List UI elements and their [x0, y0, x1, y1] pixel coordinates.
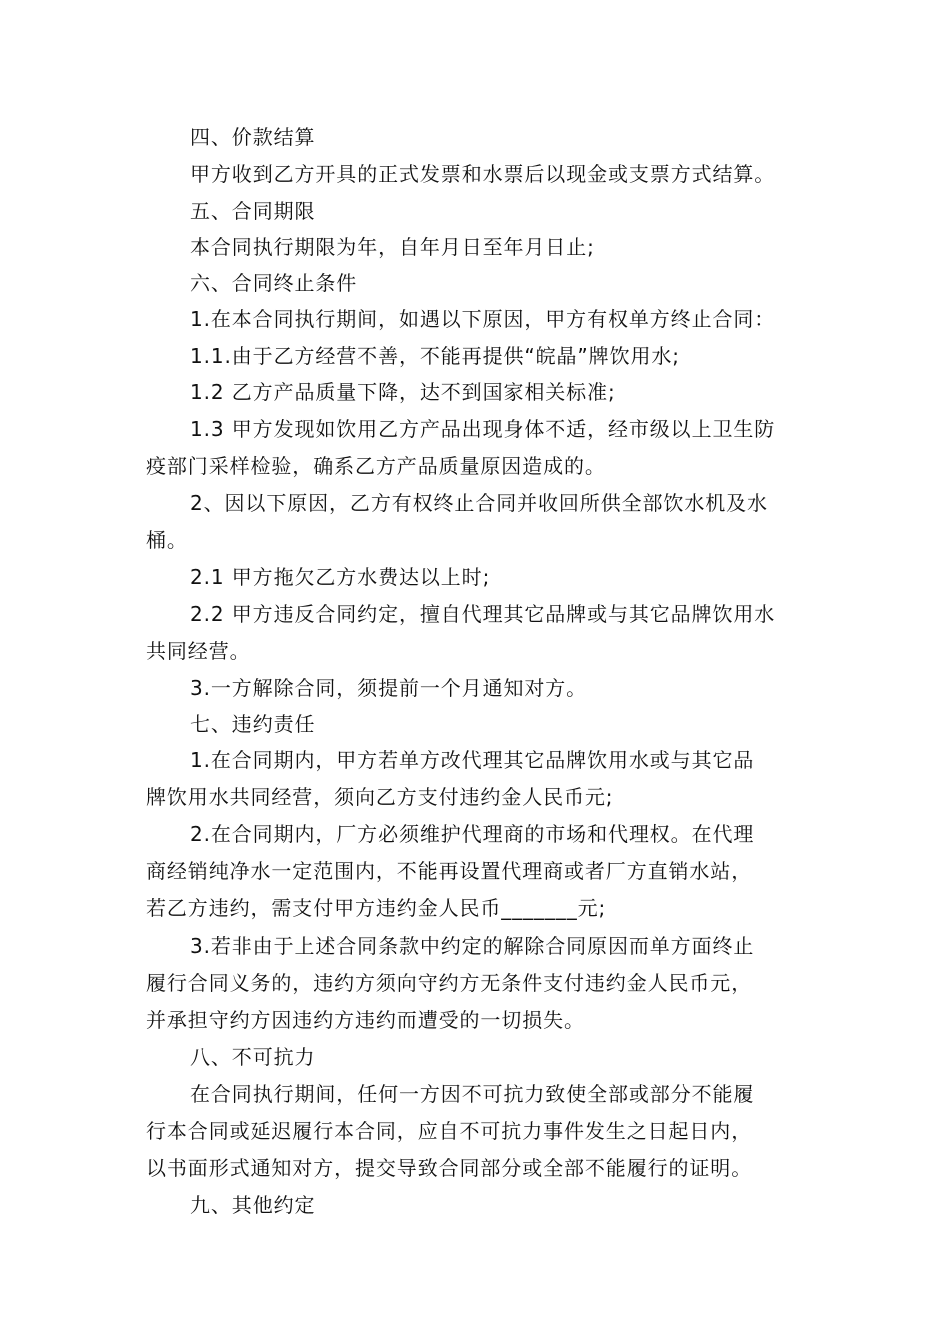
paragraph-line: 行本合同或延迟履行本合同，应自不可抗力事件发生之日起日内，: [146, 1119, 753, 1143]
paragraph-line: 甲方收到乙方开具的正式发票和水票后以现金或支票方式结算。: [190, 162, 776, 186]
paragraph-line: 共同经营。: [146, 639, 251, 663]
section-heading-price-settlement: 四、价款结算: [190, 125, 316, 149]
paragraph-line: 若乙方违约，需支付甲方违约金人民币_______元;: [146, 896, 607, 920]
paragraph-line: 牌饮用水共同经营，须向乙方支付违约金人民币元;: [146, 785, 614, 809]
paragraph-line: 1.2 乙方产品质量下降，达不到国家相关标准;: [190, 380, 616, 404]
paragraph-line: 在合同执行期间，任何一方因不可抗力致使全部或部分不能履: [190, 1082, 755, 1106]
paragraph-line: 疫部门采样检验，确系乙方产品质量原因造成的。: [146, 454, 606, 478]
paragraph-line: 2.2 甲方违反合同约定，擅自代理其它品牌或与其它品牌饮用水: [190, 602, 776, 626]
paragraph-line: 2.1 甲方拖欠乙方水费达以上时;: [190, 565, 491, 589]
section-heading-termination: 六、合同终止条件: [190, 271, 358, 295]
paragraph-line: 1.3 甲方发现如饮用乙方产品出现身体不适，经市级以上卫生防: [190, 417, 776, 441]
section-heading-other-terms: 九、其他约定: [190, 1193, 316, 1217]
paragraph-line: 2、因以下原因，乙方有权终止合同并收回所供全部饮水机及水: [190, 491, 768, 515]
paragraph-line: 1.在合同期内，甲方若单方改代理其它品牌饮用水或与其它品: [190, 748, 755, 772]
section-heading-liability: 七、违约责任: [190, 712, 316, 736]
paragraph-line: 商经销纯净水一定范围内，不能再设置代理商或者厂方直销水站，: [146, 859, 753, 883]
section-heading-force-majeure: 八、不可抗力: [190, 1045, 316, 1069]
paragraph-line: 1.在本合同执行期间，如遇以下原因，甲方有权单方终止合同：: [190, 307, 776, 331]
paragraph-line: 履行合同义务的，违约方须向守约方无条件支付违约金人民币元，: [146, 971, 753, 995]
paragraph-line: 桶。: [146, 528, 188, 552]
paragraph-line: 以书面形式通知对方，提交导致合同部分或全部不能履行的证明。: [146, 1156, 753, 1180]
paragraph-line: 本合同执行期限为年，自年月日至年月日止;: [190, 235, 595, 259]
paragraph-line: 3.一方解除合同，须提前一个月通知对方。: [190, 676, 588, 700]
paragraph-line: 2.在合同期内，厂方必须维护代理商的市场和代理权。在代理: [190, 822, 755, 846]
paragraph-line: 1.1.由于乙方经营不善，不能再提供“皖晶”牌饮用水;: [190, 344, 680, 368]
section-heading-contract-term: 五、合同期限: [190, 199, 316, 223]
paragraph-line: 3.若非由于上述合同条款中约定的解除合同原因而单方面终止: [190, 934, 755, 958]
paragraph-line: 并承担守约方因违约方违约而遭受的一切损失。: [146, 1008, 585, 1032]
